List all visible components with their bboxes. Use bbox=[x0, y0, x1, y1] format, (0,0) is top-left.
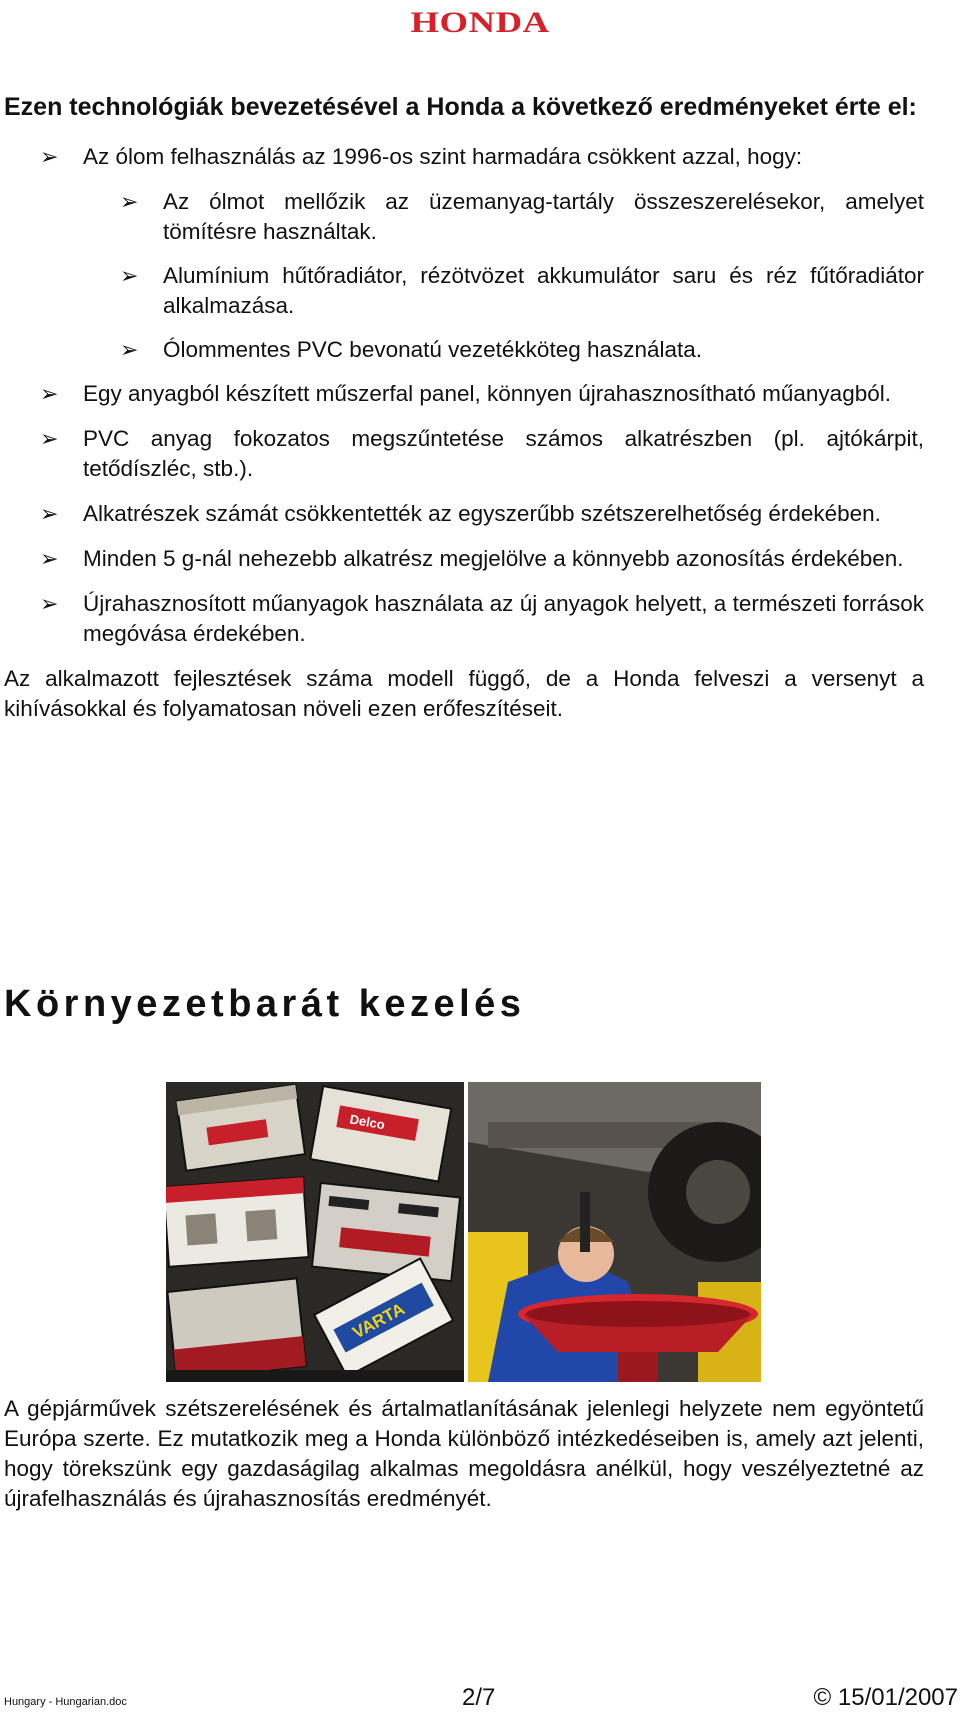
footer-date: © 15/01/2007 bbox=[813, 1684, 958, 1711]
main-content bbox=[4, 92, 924, 724]
arrow-bullet-icon: ➢ bbox=[40, 546, 59, 571]
honda-logo-text: HONDA bbox=[410, 6, 550, 39]
list-item-text: Egy anyagból készített műszerfal panel, könnyen újrahasznosítható műanyagból. bbox=[83, 381, 891, 406]
footer-document-name: Hungary - Hungarian.doc bbox=[4, 1696, 127, 1708]
arrow-bullet-icon: ➢ bbox=[40, 381, 59, 406]
list-item-text: Minden 5 g-nál nehezebb alkatrész megjelölve a könnyebb azonosítás érdekében. bbox=[83, 546, 904, 571]
intro-paragraph: Ezen technológiák bevezetésével a Honda a következő eredményeket érte el: bbox=[4, 93, 917, 121]
battery-stack-photo bbox=[166, 1082, 464, 1382]
battery-label: VARTA bbox=[349, 1299, 408, 1343]
bullet-list bbox=[4, 142, 924, 649]
page-footer bbox=[0, 1684, 960, 1712]
list-item-text: Alumínium hűtőradiátor, rézötvözet akkumulátor saru és réz fűtőradiátor alkalmazása. bbox=[163, 263, 924, 318]
arrow-bullet-icon: ➢ bbox=[40, 591, 59, 616]
list-item-text: Alkatrészek számát csökkentették az egyszerűbb szétszerelhetőség érdekében. bbox=[83, 501, 881, 526]
section-heading: Környezetbarát kezelés bbox=[4, 983, 526, 1025]
mechanic-oil-drain-photo bbox=[468, 1082, 761, 1382]
list-item bbox=[4, 142, 924, 172]
list-item-text: PVC anyag fokozatos megszűntetése számos alkatrészben (pl. ajtókárpit, tetődíszléc, stb.). bbox=[83, 426, 924, 481]
arrow-bullet-icon: ➢ bbox=[120, 263, 139, 288]
list-item bbox=[4, 379, 924, 409]
arrow-bullet-icon: ➢ bbox=[40, 426, 59, 451]
sub-list-item bbox=[4, 261, 924, 321]
section-paragraph: A gépjárművek szétszerelésének és ártalmatlanításának jelenlegi helyzete nem egyöntetű Európa szerte. Ez mutatkozik meg a Honda különböző intézkedéseiben is, amely azt jelenti, hogy törekszünk egy gazdaságilag alkalmas megoldásra anélkül, hogy veszélyeztetné az újrafelhasználás és újrahasznosítás eredményét. bbox=[4, 1396, 924, 1511]
list-item-text: Az ólom felhasználás az 1996-os szint harmadára csökkent azzal, hogy: bbox=[83, 144, 803, 169]
list-item bbox=[4, 499, 924, 529]
battery-label: Delco bbox=[348, 1111, 387, 1133]
honda-logo bbox=[0, 6, 960, 40]
sub-list-item bbox=[4, 335, 924, 365]
list-item-text: Újrahasznosított műanyagok használata az új anyagok helyett, a természeti források megóvása érdekében. bbox=[83, 591, 924, 646]
arrow-bullet-icon: ➢ bbox=[40, 501, 59, 526]
list-item-text: Az ólmot mellőzik az üzemanyag-tartály összeszerelésekor, amelyet tömítésre használtak. bbox=[163, 189, 924, 244]
list-item-text: Ólommentes PVC bevonatú vezetékköteg használata. bbox=[163, 337, 703, 362]
arrow-bullet-icon: ➢ bbox=[120, 189, 139, 214]
list-item bbox=[4, 544, 924, 574]
sub-list-item bbox=[4, 187, 924, 247]
arrow-bullet-icon: ➢ bbox=[120, 337, 139, 362]
arrow-bullet-icon: ➢ bbox=[40, 144, 59, 169]
page-number: 2/7 bbox=[462, 1684, 496, 1711]
list-item bbox=[4, 424, 924, 484]
closing-paragraph: Az alkalmazott fejlesztések száma modell függő, de a Honda felveszi a versenyt a kihívásokkal és folyamatosan növeli ezen erőfeszítéseit. bbox=[4, 666, 924, 721]
list-item bbox=[4, 589, 924, 649]
